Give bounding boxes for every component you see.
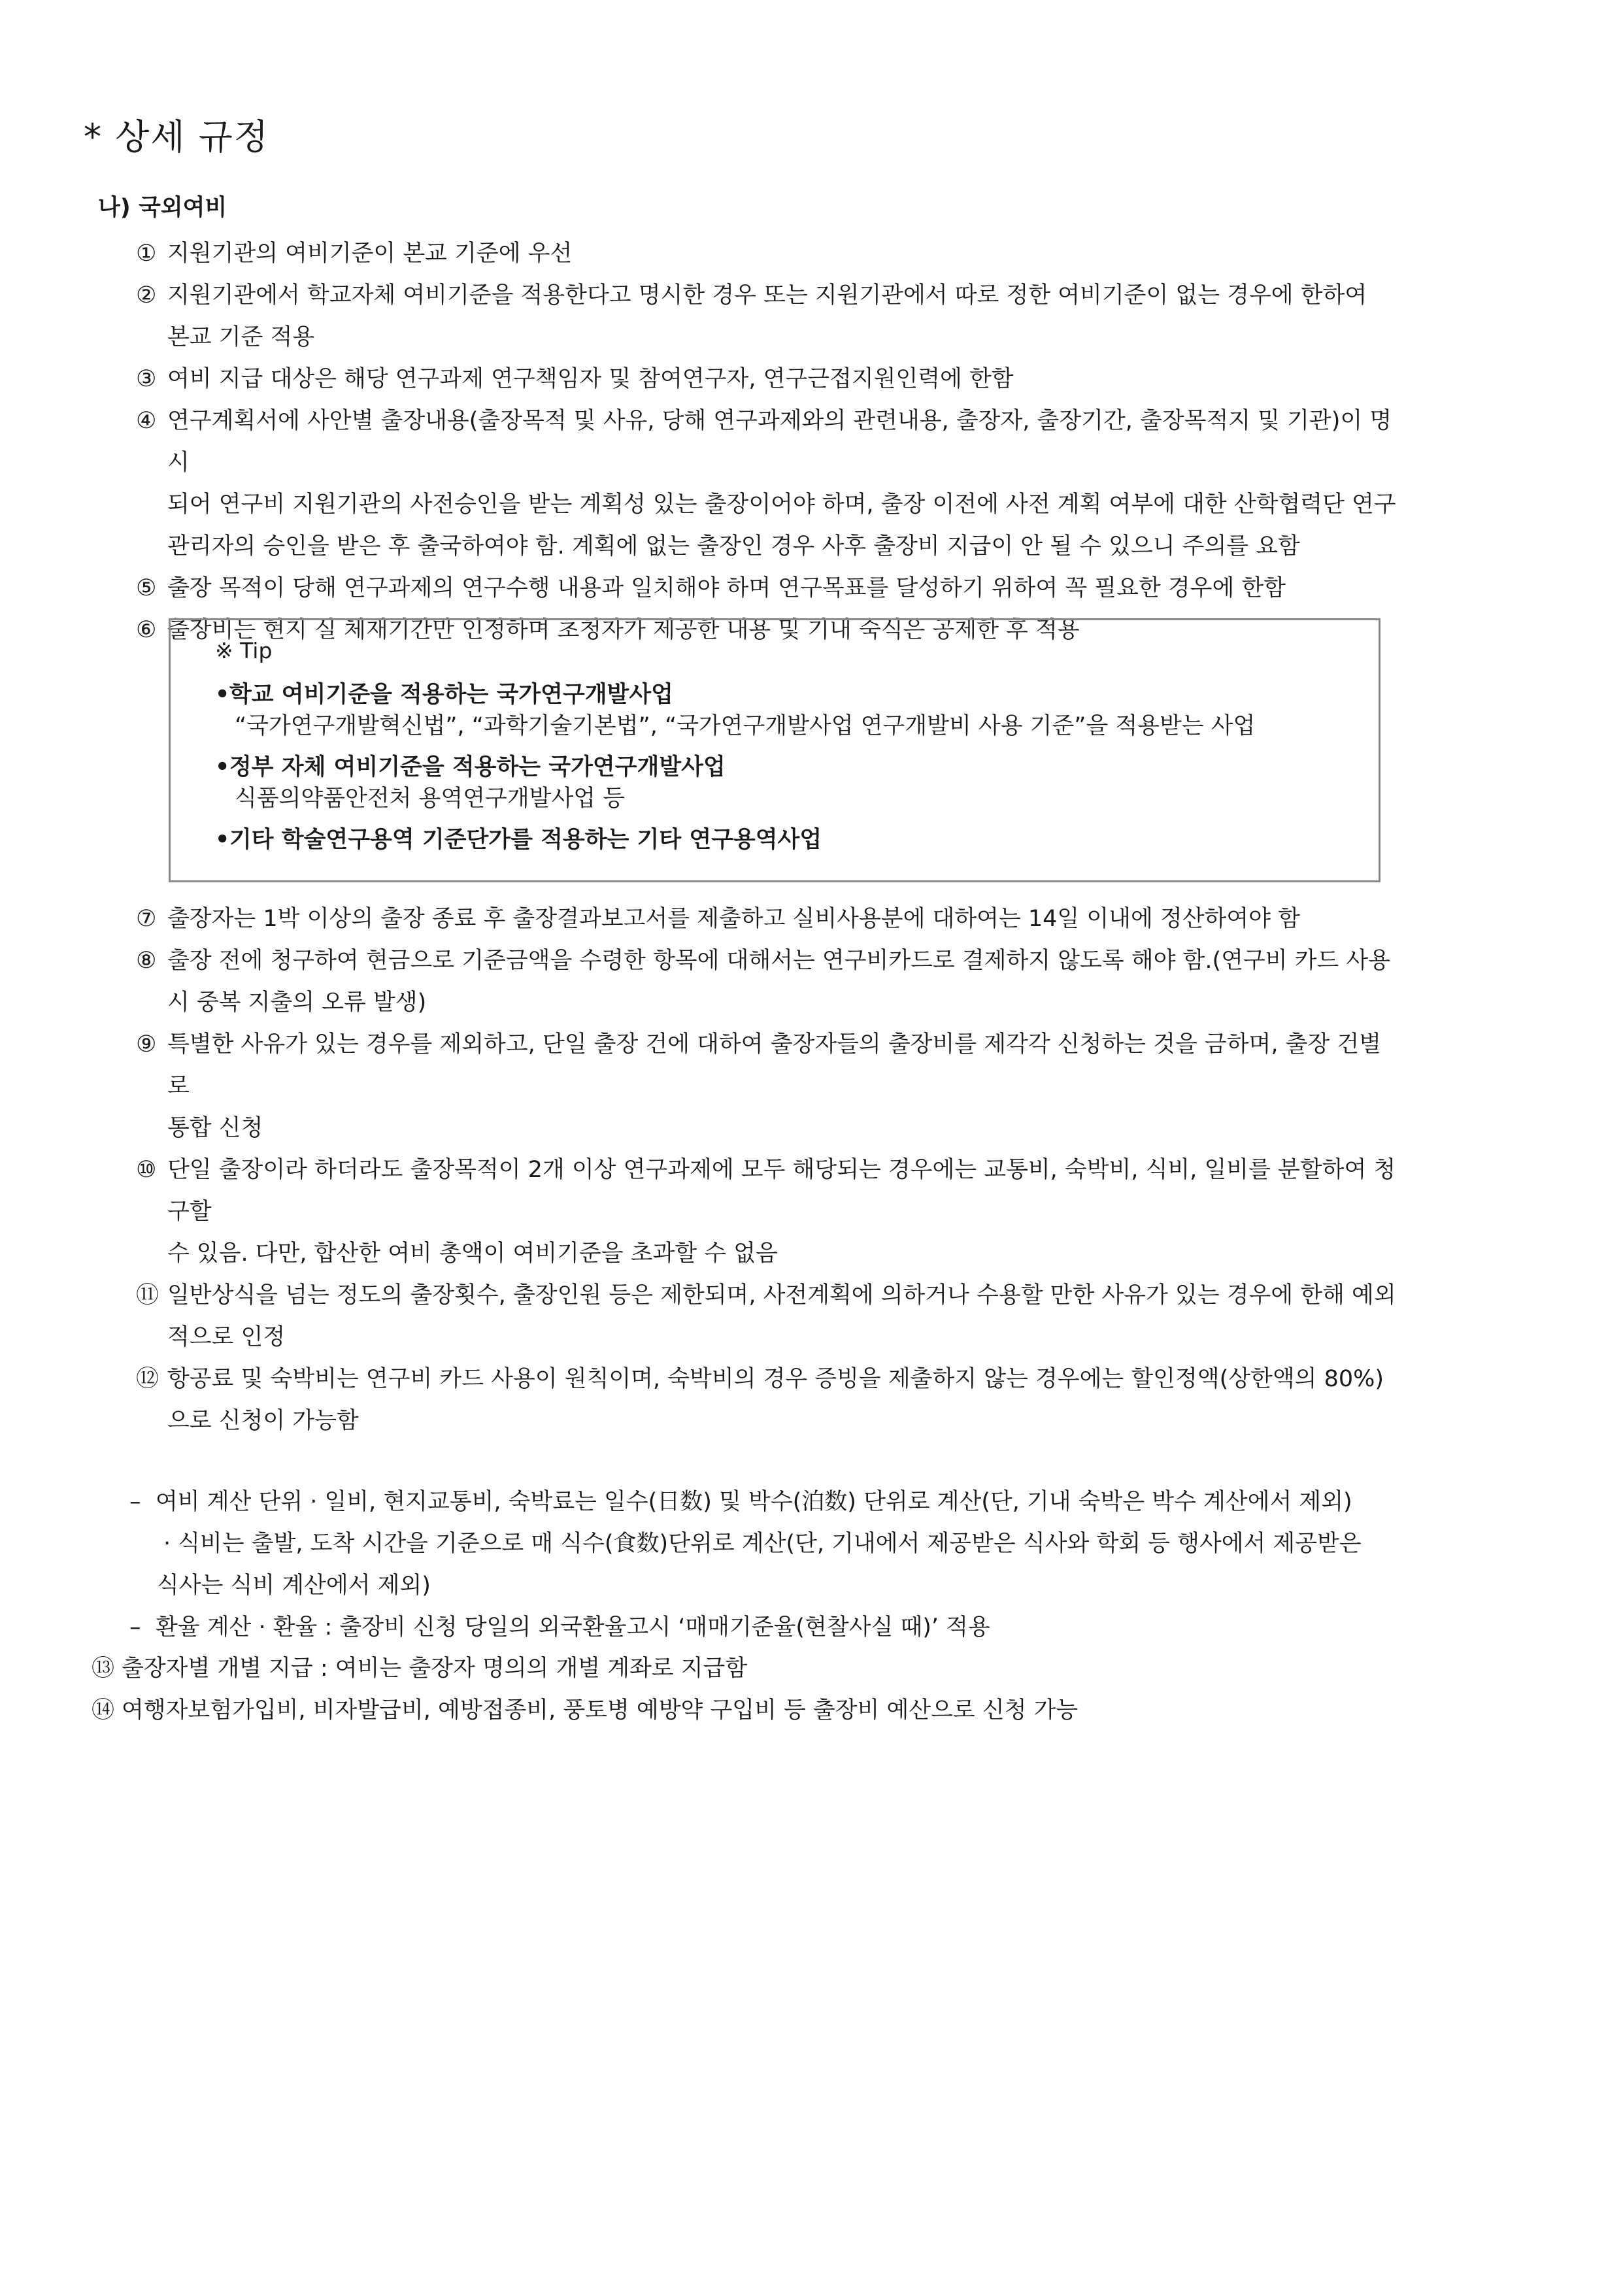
tip-entry-heading: [215, 752, 1379, 783]
tip-entry-heading: [215, 679, 1379, 710]
item-number: ④: [136, 408, 157, 434]
item-line: 지원기관의 여비기준이 본교 기준에 우선: [167, 241, 573, 267]
rules-list-2: [136, 898, 1396, 1442]
list-item: [136, 275, 1396, 358]
note-line: [129, 1606, 1430, 1648]
tip-title: ※ Tip: [215, 638, 273, 663]
item-number: ①: [136, 241, 157, 267]
list-item: [136, 233, 1396, 275]
item-line: 출장비는 현지 실 체재기간만 인정하며 초청자가 제공한 내용 및 기내 숙식은 공제한 후 적용: [167, 617, 1080, 643]
item-line: 시 중복 지출의 오류 발생): [167, 990, 427, 1016]
bullet-icon: •: [215, 754, 230, 780]
note-line: [129, 1481, 1430, 1523]
item-line: 본교 기준 적용: [167, 324, 315, 350]
item-number: ⑭: [92, 1697, 115, 1723]
item-line: 일반상식을 넘는 정도의 출장횟수, 출장인원 등은 제한되며, 사전계획에 의하거나 수용할 만한 사유가 있는 경우에 한해 예외: [167, 1282, 1396, 1308]
item-line: 출장 전에 청구하여 현금으로 기준금액을 수령한 항목에 대해서는 연구비카드로 결제하지 않도록 해야 함.(연구비 카드 사용: [167, 948, 1391, 974]
list-item: [92, 1648, 1078, 1689]
tip-entry-detail: “국가연구개발혁신법”, “과학기술기본법”, “국가연구개발사업 연구개발비 사용 기준”을 적용받는 사업: [235, 713, 1256, 739]
item-number: ⑩: [136, 1157, 157, 1183]
bullet-icon: •: [215, 827, 230, 853]
item-number: ⑨: [136, 1031, 157, 1057]
item-number: ⑬: [92, 1655, 115, 1682]
list-item: [136, 567, 1396, 609]
item-line: 출장자별 개별 지급 : 여비는 출장자 명의의 개별 계좌로 지급함: [122, 1655, 748, 1682]
tip-entry-heading-text: 정부 자체 여비기준을 적용하는 국가연구개발사업: [229, 754, 726, 780]
item-number: ⑦: [136, 906, 157, 932]
item-number: ⑥: [136, 617, 157, 643]
list-item: [136, 358, 1396, 400]
tip-entry-heading: [215, 824, 1379, 856]
item-number: ⑪: [136, 1282, 159, 1308]
rules-list-3: [92, 1648, 1078, 1731]
item-line: 수 있음. 다만, 합산한 여비 총액이 여비기준을 초과할 수 없음: [167, 1240, 778, 1267]
item-line: 출장 목적이 당해 연구과제의 연구수행 내용과 일치해야 하며 연구목표를 달성하기 위하여 꼭 필요한 경우에 한함: [167, 575, 1286, 601]
bullet-icon: •: [215, 682, 230, 708]
item-line: 항공료 및 숙박비는 연구비 카드 사용이 원칙이며, 숙박비의 경우 증빙을 제출하지 않는 경우에는 할인정액(상한액의 80%): [167, 1366, 1384, 1392]
list-item: [136, 1358, 1396, 1442]
item-number: ⑤: [136, 575, 157, 601]
tip-entry-detail: 식품의약품안전처 용역연구개발사업 등: [235, 786, 626, 812]
item-number: ③: [136, 366, 157, 392]
calculation-notes: [129, 1481, 1430, 1648]
list-item: [136, 1274, 1396, 1358]
item-line: 출장자는 1박 이상의 출장 종료 후 출장결과보고서를 제출하고 실비사용분에 대하여는 14일 이내에 정산하여야 함: [167, 906, 1300, 932]
tip-entry-heading-text: 기타 학술연구용역 기준단가를 적용하는 기타 연구용역사업: [229, 827, 822, 853]
list-item: [136, 400, 1396, 567]
item-number: ⑧: [136, 948, 157, 974]
rules-list-1: [136, 233, 1396, 651]
page-title: * 상세 규정: [84, 116, 269, 158]
tip-box: [169, 618, 1380, 882]
item-line: 되어 연구비 지원기관의 사전승인을 받는 계획성 있는 출장이어야 하며, 출장 이전에 사전 계획 여부에 대한 산학협력단 연구: [167, 491, 1396, 518]
note-text: 여비 계산 단위 · 일비, 현지교통비, 숙박료는 일수(日数) 및 박수(泊数) 단위로 계산(단, 기내 숙박은 박수 계산에서 제외): [156, 1489, 1352, 1515]
item-line: 지원기관에서 학교자체 여비기준을 적용한다고 명시한 경우 또는 지원기관에서 따로 정한 여비기준이 없는 경우에 한하여: [167, 282, 1367, 308]
note-continuation: · 식비는 출발, 도착 시간을 기준으로 매 식수(食数)단위로 계산(단, 기내에서 제공받은 식사와 학회 등 행사에서 제공받은: [163, 1531, 1362, 1557]
list-item: [136, 940, 1396, 1023]
list-item: [136, 1023, 1396, 1149]
item-number: ②: [136, 282, 157, 308]
list-item: [136, 1149, 1396, 1274]
item-line: 통합 신청: [167, 1115, 263, 1141]
note-text: 환율 계산 · 환율 : 출장비 신청 당일의 외국환율고시 ‘매매기준율(현찰사실 때)’ 적용: [156, 1614, 990, 1640]
list-item: [136, 898, 1396, 940]
dash-icon: –: [129, 1614, 141, 1640]
item-line: 적으로 인정: [167, 1324, 286, 1350]
item-line: 관리자의 승인을 받은 후 출국하여야 함. 계획에 없는 출장인 경우 사후 출장비 지급이 안 될 수 있으니 주의를 요함: [167, 533, 1300, 559]
item-line: 여비 지급 대상은 해당 연구과제 연구책임자 및 참여연구자, 연구근접지원인력에 한함: [167, 366, 1014, 392]
item-line: 여행자보험가입비, 비자발급비, 예방접종비, 풍토병 예방약 구입비 등 출장비 예산으로 신청 가능: [122, 1697, 1079, 1723]
note-continuation: 식사는 식비 계산에서 제외): [157, 1572, 431, 1599]
item-line: 특별한 사유가 있는 경우를 제외하고, 단일 출장 건에 대하여 출장자들의 출장비를 제각각 신청하는 것을 금하며, 출장 건별로: [167, 1031, 1381, 1099]
item-line: 으로 신청이 가능함: [167, 1408, 359, 1434]
section-heading: 나) 국외여비: [98, 195, 227, 221]
tip-entry-heading-text: 학교 여비기준을 적용하는 국가연구개발사업: [229, 682, 673, 708]
dash-icon: –: [129, 1489, 141, 1515]
item-number: ⑫: [136, 1366, 159, 1392]
item-line: 단일 출장이라 하더라도 출장목적이 2개 이상 연구과제에 모두 해당되는 경우에는 교통비, 숙박비, 식비, 일비를 분할하여 청구할: [167, 1157, 1396, 1225]
item-line: 연구계획서에 사안별 출장내용(출장목적 및 사유, 당해 연구과제와의 관련내용, 출장자, 출장기간, 출장목적지 및 기관)이 명시: [167, 408, 1392, 476]
list-item: [92, 1689, 1078, 1731]
